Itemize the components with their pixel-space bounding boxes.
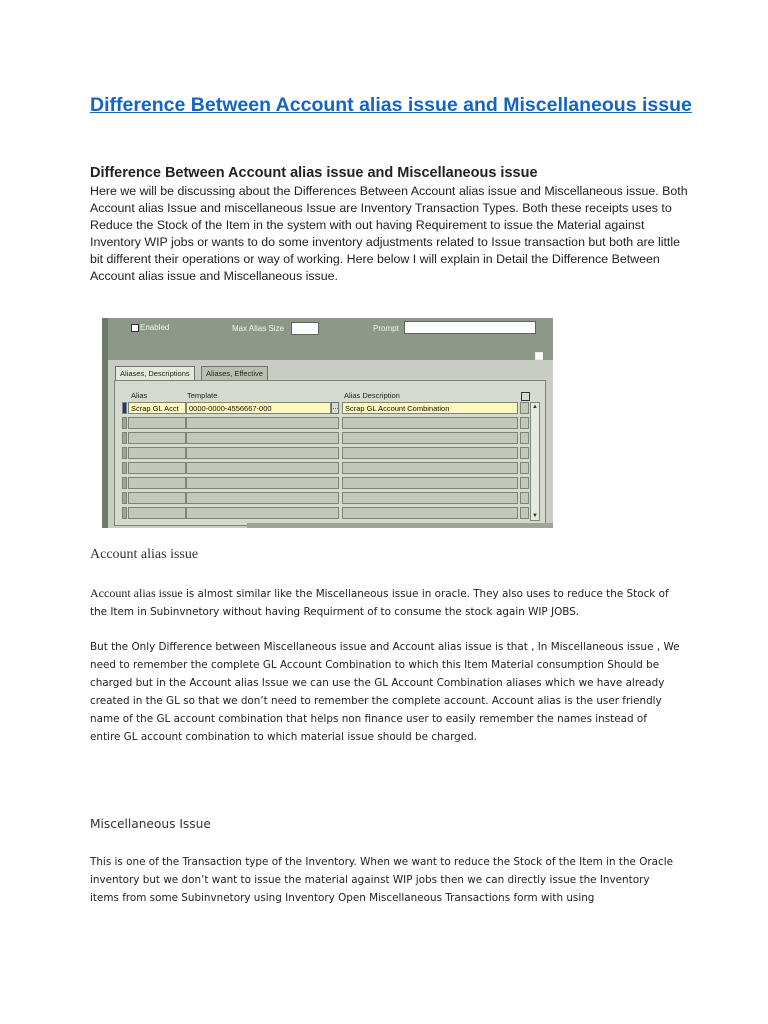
form-bottom-strip xyxy=(247,523,553,528)
account-alias-paragraph-1 xyxy=(90,584,680,621)
scroll-up-icon: ▲ xyxy=(532,404,538,410)
section-heading-account-alias: Account alias issue xyxy=(90,547,199,562)
enabled-checkbox xyxy=(131,324,139,332)
account-alias-paragraph-2: But the Only Difference between Miscellaneous issue and Account alias issue is that , In Miscellaneous issue , We need to remember the complete GL Account Combination to which this Item Material consumption Should be charged but in the Account alias Issue we can use the GL Account Combination aliases which we have already created in the GL so that we don’t need to remember the complete account. Account alias is the user friendly name of the GL account combination that helps non finance user to easily remember the names instead of entire GL account combination to which material issue should be charged. xyxy=(90,641,680,743)
section-heading-misc-issue: Miscellaneous Issue xyxy=(90,817,211,831)
intro-paragraph: Here we will be discussing about the Differences Between Account alias issue and Miscellaneous issue. Both Account alias Issue and miscellaneous Issue are Inventory Transaction Types. Both these receipts uses to Reduce the Stock of the Item in the system with out having Requirement to issue the Material against Inventory WIP jobs or wants to do some inventory adjustments related to Issue transaction but both are little bit different their operations or way of working. Here below I will explain in Detail the Difference Between Account alias issue and Miscellaneous issue. xyxy=(90,184,688,283)
article-subtitle: Difference Between Account alias issue and Miscellaneous issue xyxy=(90,165,538,181)
enabled-label: Enabled xyxy=(140,323,170,332)
tab-aliases-effective: Aliases, Effective xyxy=(201,366,268,381)
column-select-box xyxy=(521,392,530,401)
page-title[interactable]: Difference Between Account alias issue and Miscellaneous issue xyxy=(90,94,692,116)
row-flag-cell xyxy=(520,402,529,414)
column-header-description: Alias Description xyxy=(344,391,400,400)
grid-scrollbar xyxy=(530,402,540,521)
column-header-template: Template xyxy=(187,391,218,400)
max-alias-size-field xyxy=(291,322,319,335)
row-marker xyxy=(122,402,127,414)
form-left-edge xyxy=(102,318,108,528)
template-cell: 0000-0000-4556667-000 xyxy=(186,402,331,414)
form-checkbox-icon xyxy=(535,352,543,360)
account-alias-lead-term: Account alias issue xyxy=(90,586,183,600)
misc-issue-paragraph-1: This is one of the Transaction type of the Inventory. When we want to reduce the Stock of the Item in the Oracle inventory but we don’t want to issue the material against WIP jobs then we can directly issue the Inventory items from some Subinvnetory using Inventory Open Miscellaneous Transactions form with using xyxy=(90,856,674,904)
account-alias-form-screenshot xyxy=(102,318,553,528)
prompt-label: Prompt xyxy=(373,324,399,333)
lov-icon: … xyxy=(331,402,339,414)
column-header-alias: Alias xyxy=(131,391,148,400)
description-cell: Scrap GL Account Combination xyxy=(342,402,518,414)
alias-cell: Scrap GL Acct xyxy=(128,402,186,414)
max-alias-size-label: Max Alias Size xyxy=(232,324,285,333)
prompt-field xyxy=(404,321,536,334)
scroll-down-icon: ▼ xyxy=(532,513,538,519)
tab-aliases-descriptions: Aliases, Descriptions xyxy=(115,366,195,381)
account-alias-paragraph-1-text: is almost similar like the Miscellaneous issue in oracle. They also uses to reduce the Stock of the Item in Subinvnetory without having Requirment of to consume the stock again WIP JOBS. xyxy=(90,588,669,618)
